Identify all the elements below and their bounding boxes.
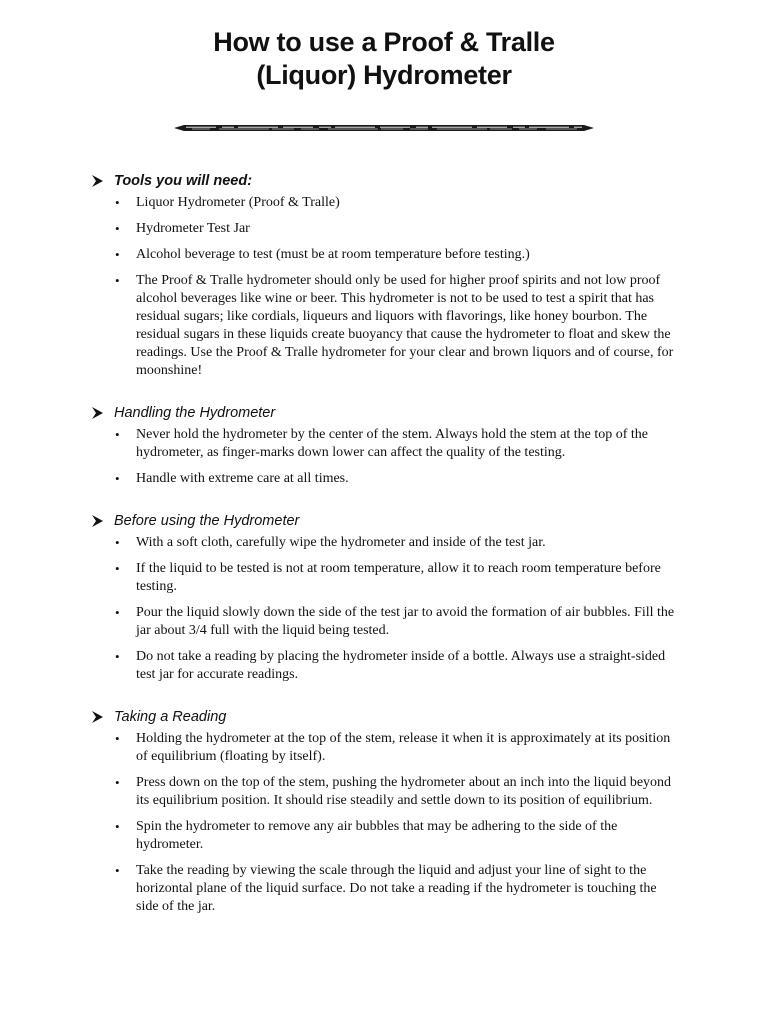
list-item-text: Handle with extreme care at all times.: [136, 471, 349, 486]
list-item: [0, 648, 681, 684]
list-item-text: Spin the hydrometer to remove any air bubbles that may be adhering to the side of the hydrometer.: [136, 819, 618, 852]
bullet-icon: •: [115, 273, 120, 288]
arrow-bullet-icon: [92, 515, 103, 527]
list-item: [0, 426, 681, 462]
list-item-text: If the liquid to be tested is not at room temperature, allow it to reach room temperature before testing.: [136, 561, 661, 594]
list-item: [0, 470, 681, 488]
list-item-text: Holding the hydrometer at the top of the stem, release it when it is approximately at its position of equilibrium (floating by itself).: [136, 731, 671, 764]
sections-container: [0, 170, 768, 924]
bullet-icon: •: [115, 471, 120, 486]
section-heading: Taking a Reading: [114, 709, 227, 725]
list-item: [0, 534, 681, 552]
decorative-divider: [172, 124, 596, 132]
list-item: [0, 194, 681, 212]
title-line-1: How to use a Proof & Tralle: [213, 27, 555, 57]
bullet-icon: •: [115, 605, 120, 620]
bullet-icon: •: [115, 649, 120, 664]
list-item-text: With a soft cloth, carefully wipe the hydrometer and inside of the test jar.: [136, 535, 546, 550]
bullet-icon: •: [115, 819, 120, 834]
list-item: [0, 774, 681, 810]
list-item-text: Liquor Hydrometer (Proof & Tralle): [136, 195, 340, 210]
section-header: [92, 170, 768, 192]
section-heading: Tools you will need:: [114, 173, 253, 189]
list-item-text: Hydrometer Test Jar: [136, 221, 250, 236]
section-heading: Handling the Hydrometer: [114, 405, 276, 421]
section-heading: Before using the Hydrometer: [114, 513, 300, 529]
list-item: [0, 246, 681, 264]
bullet-list: [0, 534, 768, 684]
list-item: [0, 604, 681, 640]
section: [0, 170, 768, 380]
bullet-icon: •: [115, 863, 120, 878]
section: [0, 402, 768, 488]
bullet-icon: •: [115, 535, 120, 550]
section-header: [92, 510, 768, 532]
section-spacer: [0, 496, 768, 510]
section-header: [92, 706, 768, 728]
list-item: [0, 730, 681, 766]
title-line-2: (Liquor) Hydrometer: [256, 60, 512, 90]
list-item: [0, 560, 681, 596]
bullet-icon: •: [115, 775, 120, 790]
page-title: [0, 26, 768, 92]
section: [0, 706, 768, 916]
bullet-icon: •: [115, 561, 120, 576]
list-item-text: Do not take a reading by placing the hydrometer inside of a bottle. Always use a straight-sided test jar for accurate readings.: [136, 649, 666, 682]
arrow-bullet-icon: [92, 175, 103, 187]
list-item: [0, 818, 681, 854]
bullet-icon: •: [115, 427, 120, 442]
list-item-text: Alcohol beverage to test (must be at room temperature before testing.): [136, 247, 530, 262]
list-item: [0, 220, 681, 238]
bullet-list: [0, 730, 768, 916]
arrow-bullet-icon: [92, 407, 103, 419]
list-item-text: Never hold the hydrometer by the center of the stem. Always hold the stem at the top of the hydrometer, as finger-marks down lower can affect the quality of the testing.: [136, 427, 649, 460]
list-item-text: The Proof & Tralle hydrometer should only be used for higher proof spirits and not low proof alcohol beverages like wine or beer. This hydrometer is not to be used to test a spirit that has residual sugars; like cordials, liqueurs and liquors with flavorings, like honey bourbon. The residual sugars in these liquids create buoyancy that cause the hydrometer to float and skew the readings. Use the Proof & Tralle hydrometer for your clear and brown liquors and of course, for moonshine!: [136, 273, 674, 378]
section-header: [92, 402, 768, 424]
list-item: [0, 862, 681, 916]
section-spacer: [0, 692, 768, 706]
section: [0, 510, 768, 684]
list-item-text: Take the reading by viewing the scale through the liquid and adjust your line of sight to the horizontal plane of the liquid surface. Do not take a reading if the hydrometer is touching the side of the jar.: [136, 863, 657, 914]
list-item: [0, 272, 681, 380]
bullet-list: [0, 426, 768, 488]
section-spacer: [0, 388, 768, 402]
bullet-icon: •: [115, 221, 120, 236]
bullet-icon: •: [115, 247, 120, 262]
list-item-text: Press down on the top of the stem, pushing the hydrometer about an inch into the liquid beyond its equilibrium position. It should rise steadily and settle down to its position of equilibrium.: [136, 775, 672, 808]
bullet-list: [0, 194, 768, 380]
list-item-text: Pour the liquid slowly down the side of the test jar to avoid the formation of air bubbles. Fill the jar about 3/4 full with the liquid being tested.: [136, 605, 675, 638]
arrow-bullet-icon: [92, 711, 103, 723]
bullet-icon: •: [115, 731, 120, 746]
bullet-icon: •: [115, 195, 120, 210]
